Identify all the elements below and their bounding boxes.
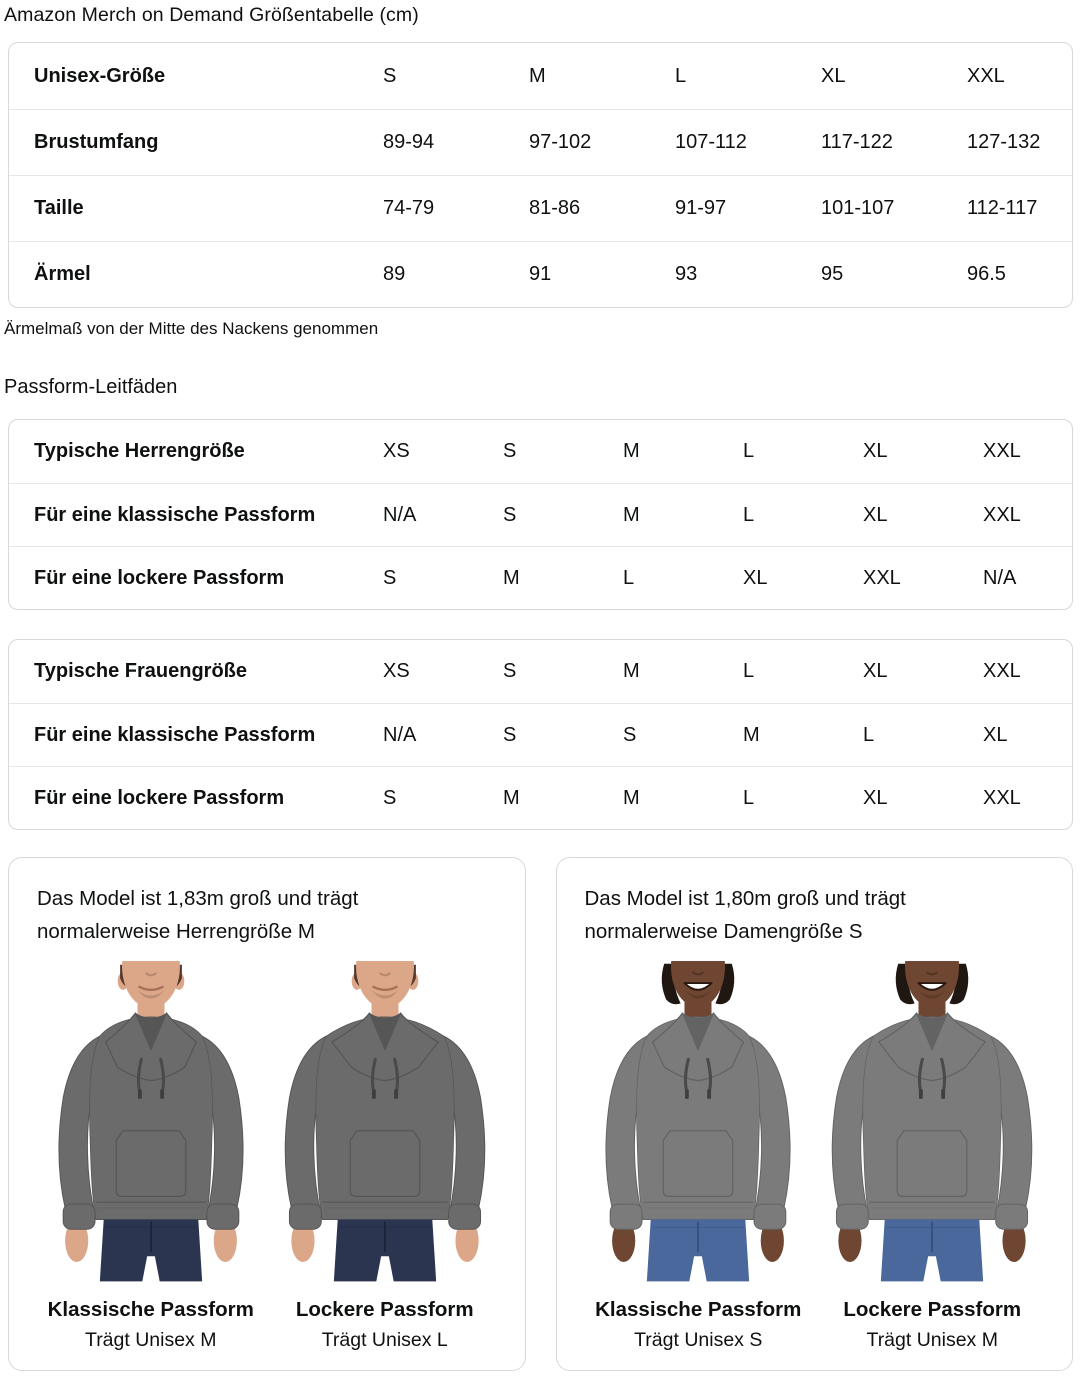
table-row (9, 546, 1072, 609)
row-label: Brustumfang (34, 131, 159, 153)
size-cell: XL (863, 786, 888, 809)
size-cell: L (743, 786, 755, 809)
measure-cell: 117-122 (821, 131, 893, 153)
measure-cell: 107-112 (675, 131, 747, 153)
measure-cell: 97-102 (529, 131, 592, 153)
measure-cell: 81-86 (529, 197, 581, 219)
page-title: Amazon Merch on Demand Größentabelle (cm) (4, 4, 419, 26)
table-row (9, 703, 1072, 766)
row-label: Für eine klassische Passform (34, 503, 316, 526)
model-photo (587, 961, 809, 1287)
size-cell: N/A (383, 503, 417, 526)
measure-cell: 127-132 (967, 131, 1041, 153)
figure-caption (595, 1287, 801, 1352)
size-cell: XL (863, 440, 888, 462)
model-photo (274, 961, 496, 1287)
table-row (9, 640, 1072, 703)
size-cell: L (623, 566, 635, 589)
fit-label: Klassische Passform (595, 1298, 802, 1321)
sleeve-measure-note: Ärmelmaß von der Mitte des Nackens genommen (4, 319, 379, 338)
measure-cell: 89-94 (383, 131, 435, 153)
size-cell: S (383, 566, 397, 589)
fit-label: Lockere Passform (295, 1298, 474, 1321)
size-label: Trägt Unisex S (634, 1329, 763, 1351)
model-figure-loose (274, 961, 496, 1352)
figure-caption (48, 1287, 254, 1352)
size-cell: L (743, 660, 755, 682)
size-cell: XL (863, 503, 888, 526)
table-row-waist (9, 175, 1072, 241)
size-cell: S (383, 786, 397, 809)
womens-fit-table (8, 639, 1073, 830)
measure-cell: 96.5 (967, 263, 1006, 285)
size-cell: XXL (983, 660, 1021, 682)
model-figure-classic (40, 961, 262, 1352)
measure-cell: 95 (821, 263, 844, 285)
size-cell: XS (383, 660, 410, 682)
size-cell: S (503, 440, 517, 462)
size-label: Trägt Unisex M (85, 1329, 217, 1351)
size-col-header: M (529, 64, 546, 87)
row-label: Typische Herrengröße (34, 440, 245, 462)
model-photo (821, 961, 1043, 1287)
row-label: Unisex-Größe (34, 64, 166, 87)
model-description: Das Model ist 1,80m groß und trägt normalerweise Damengröße S (584, 887, 906, 943)
size-cell: M (623, 786, 640, 809)
table-row (9, 766, 1072, 829)
table-row (9, 483, 1072, 546)
measure-cell: 93 (675, 263, 698, 285)
table-header-row (9, 43, 1072, 109)
size-cell: M (503, 566, 520, 589)
size-cell: L (743, 440, 755, 462)
measure-cell: 101-107 (821, 197, 895, 219)
fit-label: Klassische Passform (47, 1298, 254, 1321)
womens-model-card (556, 857, 1074, 1371)
table-row (9, 420, 1072, 483)
mens-fit-table (8, 419, 1073, 610)
size-col-header: S (383, 64, 397, 87)
fit-guides-heading: Passform-Leitfäden (4, 376, 178, 398)
row-label: Ärmel (34, 263, 91, 285)
model-figure-loose (821, 961, 1043, 1352)
size-col-header: XL (821, 64, 846, 87)
size-cell: XS (383, 440, 410, 462)
size-cell: XXL (983, 440, 1021, 462)
size-cell: XL (743, 566, 768, 589)
size-cell: S (503, 660, 517, 682)
size-cell: M (623, 660, 640, 682)
mens-model-card (8, 857, 526, 1371)
size-cell: M (503, 786, 520, 809)
size-cell: M (623, 503, 640, 526)
table-row-chest (9, 109, 1072, 175)
measure-cell: 91 (529, 263, 552, 285)
size-cell: XXL (983, 786, 1021, 809)
measure-cell: 74-79 (383, 197, 435, 219)
size-cell: S (503, 723, 517, 746)
fit-label: Lockere Passform (843, 1298, 1022, 1321)
size-label: Trägt Unisex M (866, 1329, 998, 1351)
row-label: Für eine lockere Passform (34, 566, 285, 589)
size-cell: XXL (863, 566, 901, 589)
measure-cell: 91-97 (675, 197, 727, 219)
size-cell: M (623, 440, 640, 462)
size-cell: XL (983, 723, 1008, 746)
size-cell: S (623, 723, 637, 746)
row-label: Für eine klassische Passform (34, 723, 316, 746)
size-cell: N/A (383, 723, 417, 746)
size-cell: L (743, 503, 755, 526)
model-figure-classic (587, 961, 809, 1352)
table-row-sleeve (9, 241, 1072, 307)
unisex-size-table (8, 42, 1073, 308)
model-photo (40, 961, 262, 1287)
row-label: Typische Frauengröße (34, 660, 248, 682)
model-description: Das Model ist 1,83m groß und trägt normalerweise Herrengröße M (37, 887, 359, 943)
size-cell: S (503, 503, 517, 526)
figure-caption (843, 1287, 1021, 1352)
model-figures (29, 961, 507, 1352)
size-cell: M (743, 723, 760, 746)
row-label: Für eine lockere Passform (34, 786, 285, 809)
model-figures (577, 961, 1055, 1352)
size-cell: XXL (983, 503, 1021, 526)
row-label: Taille (34, 197, 84, 219)
figure-caption (296, 1287, 474, 1352)
measure-cell: 112-117 (967, 197, 1038, 219)
size-col-header: XXL (967, 64, 1005, 87)
size-cell: XL (863, 660, 888, 682)
model-cards (8, 857, 1073, 1371)
size-label: Trägt Unisex L (321, 1329, 448, 1351)
size-col-header: L (675, 64, 687, 87)
measure-cell: 89 (383, 263, 406, 285)
size-cell: L (863, 723, 875, 746)
size-cell: N/A (983, 566, 1017, 589)
